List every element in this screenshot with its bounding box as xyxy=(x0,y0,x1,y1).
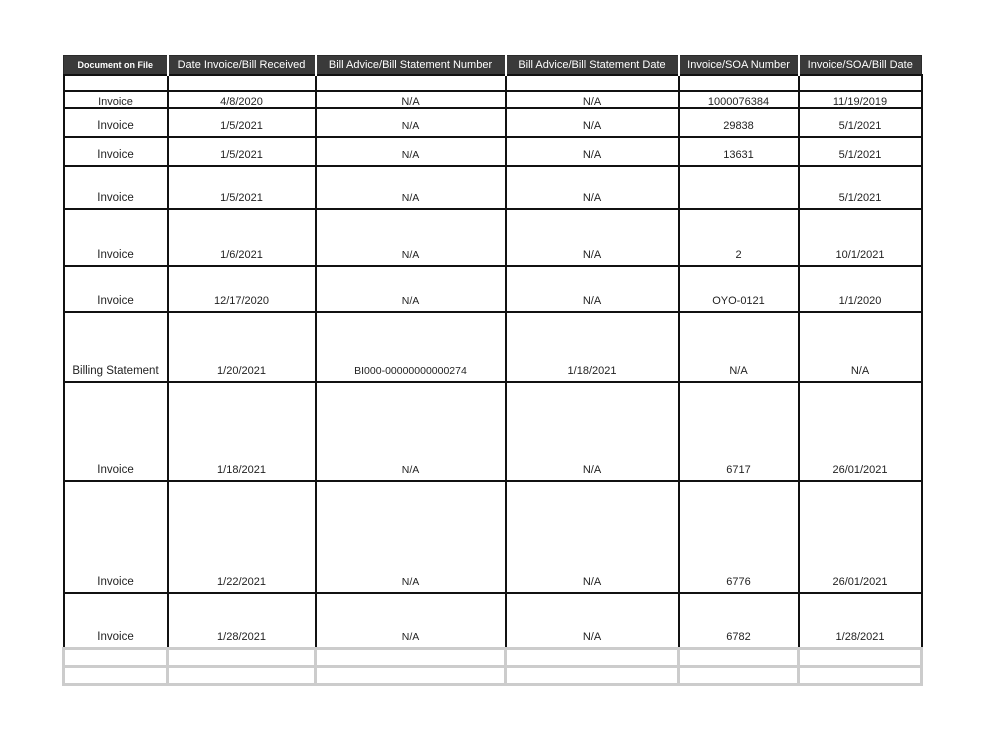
cell-bill-advice-number: N/A xyxy=(316,481,506,593)
cell-document: Invoice xyxy=(64,108,168,137)
cell-document: Invoice xyxy=(64,166,168,209)
header-document-on-file: Document on File xyxy=(64,56,168,76)
cell-bill-advice-number: N/A xyxy=(316,209,506,266)
empty-cell xyxy=(679,666,799,684)
invoice-table xyxy=(62,55,923,686)
cell-bill-advice-number: BI000-00000000000274 xyxy=(316,312,506,382)
cell-bill-advice-number: N/A xyxy=(316,108,506,137)
cell-document: Invoice xyxy=(64,209,168,266)
cell-bill-advice-date: 1/18/2021 xyxy=(506,312,679,382)
spacer-cell xyxy=(506,75,679,91)
cell-date-received: 1/5/2021 xyxy=(168,137,316,166)
table-row xyxy=(64,108,922,137)
cell-document: Invoice xyxy=(64,481,168,593)
empty-cell xyxy=(64,666,168,684)
header-date-received: Date Invoice/Bill Received xyxy=(168,56,316,76)
table-row xyxy=(64,382,922,481)
cell-document: Billing Statement xyxy=(64,312,168,382)
empty-cell xyxy=(506,648,679,666)
cell-bill-advice-number: N/A xyxy=(316,137,506,166)
cell-invoice-date: 1/28/2021 xyxy=(799,593,922,648)
cell-date-received: 1/20/2021 xyxy=(168,312,316,382)
cell-invoice-number xyxy=(679,166,799,209)
cell-invoice-number: 13631 xyxy=(679,137,799,166)
cell-date-received: 1/22/2021 xyxy=(168,481,316,593)
header-invoice-soa-number: Invoice/SOA Number xyxy=(679,56,799,76)
table-row xyxy=(64,209,922,266)
cell-invoice-number: 2 xyxy=(679,209,799,266)
spacer-cell xyxy=(316,75,506,91)
cell-invoice-date: N/A xyxy=(799,312,922,382)
empty-cell xyxy=(64,648,168,666)
cell-invoice-number: 29838 xyxy=(679,108,799,137)
cell-date-received: 1/5/2021 xyxy=(168,108,316,137)
empty-cell xyxy=(799,648,922,666)
table-row xyxy=(64,266,922,312)
cell-document: Invoice xyxy=(64,91,168,108)
table-row xyxy=(64,137,922,166)
cell-invoice-date: 5/1/2021 xyxy=(799,137,922,166)
cell-document: Invoice xyxy=(64,137,168,166)
cell-bill-advice-date: N/A xyxy=(506,382,679,481)
table-row xyxy=(64,166,922,209)
cell-bill-advice-number: N/A xyxy=(316,593,506,648)
empty-cell xyxy=(506,666,679,684)
spacer-cell xyxy=(64,75,168,91)
empty-cell xyxy=(168,648,316,666)
table-row xyxy=(64,481,922,593)
empty-cell xyxy=(316,666,506,684)
cell-invoice-date: 11/19/2019 xyxy=(799,91,922,108)
empty-row xyxy=(64,648,922,666)
cell-bill-advice-date: N/A xyxy=(506,166,679,209)
cell-date-received: 1/6/2021 xyxy=(168,209,316,266)
cell-date-received: 1/5/2021 xyxy=(168,166,316,209)
spacer-cell xyxy=(168,75,316,91)
cell-document: Invoice xyxy=(64,266,168,312)
table-row xyxy=(64,312,922,382)
cell-invoice-date: 10/1/2021 xyxy=(799,209,922,266)
empty-cell xyxy=(679,648,799,666)
header-invoice-bill-date: Invoice/SOA/Bill Date xyxy=(799,56,922,76)
cell-bill-advice-date: N/A xyxy=(506,266,679,312)
table-header-row xyxy=(64,56,922,76)
cell-date-received: 12/17/2020 xyxy=(168,266,316,312)
cell-bill-advice-number: N/A xyxy=(316,382,506,481)
table-row xyxy=(64,91,922,108)
empty-cell xyxy=(168,666,316,684)
spacer-cell xyxy=(679,75,799,91)
cell-bill-advice-date: N/A xyxy=(506,91,679,108)
cell-bill-advice-number: N/A xyxy=(316,91,506,108)
cell-bill-advice-date: N/A xyxy=(506,481,679,593)
cell-invoice-number: 6776 xyxy=(679,481,799,593)
spacer-cell xyxy=(799,75,922,91)
cell-bill-advice-date: N/A xyxy=(506,137,679,166)
header-bill-advice-date: Bill Advice/Bill Statement Date xyxy=(506,56,679,76)
cell-bill-advice-number: N/A xyxy=(316,266,506,312)
cell-bill-advice-date: N/A xyxy=(506,108,679,137)
cell-document: Invoice xyxy=(64,382,168,481)
cell-invoice-date: 26/01/2021 xyxy=(799,481,922,593)
empty-row xyxy=(64,666,922,684)
table-row xyxy=(64,593,922,648)
document-sheet xyxy=(62,55,920,686)
cell-invoice-date: 26/01/2021 xyxy=(799,382,922,481)
cell-invoice-number: 6717 xyxy=(679,382,799,481)
empty-cell xyxy=(799,666,922,684)
empty-cell xyxy=(316,648,506,666)
cell-document: Invoice xyxy=(64,593,168,648)
cell-date-received: 1/18/2021 xyxy=(168,382,316,481)
cell-invoice-date: 1/1/2020 xyxy=(799,266,922,312)
cell-invoice-number: 1000076384 xyxy=(679,91,799,108)
cell-invoice-number: N/A xyxy=(679,312,799,382)
cell-date-received: 1/28/2021 xyxy=(168,593,316,648)
cell-date-received: 4/8/2020 xyxy=(168,91,316,108)
cell-bill-advice-number: N/A xyxy=(316,166,506,209)
cell-invoice-number: 6782 xyxy=(679,593,799,648)
header-bill-advice-number: Bill Advice/Bill Statement Number xyxy=(316,56,506,76)
cell-bill-advice-date: N/A xyxy=(506,209,679,266)
cell-invoice-number: OYO-0121 xyxy=(679,266,799,312)
cell-invoice-date: 5/1/2021 xyxy=(799,108,922,137)
cell-invoice-date: 5/1/2021 xyxy=(799,166,922,209)
cell-bill-advice-date: N/A xyxy=(506,593,679,648)
table-spacer-row xyxy=(64,75,922,91)
